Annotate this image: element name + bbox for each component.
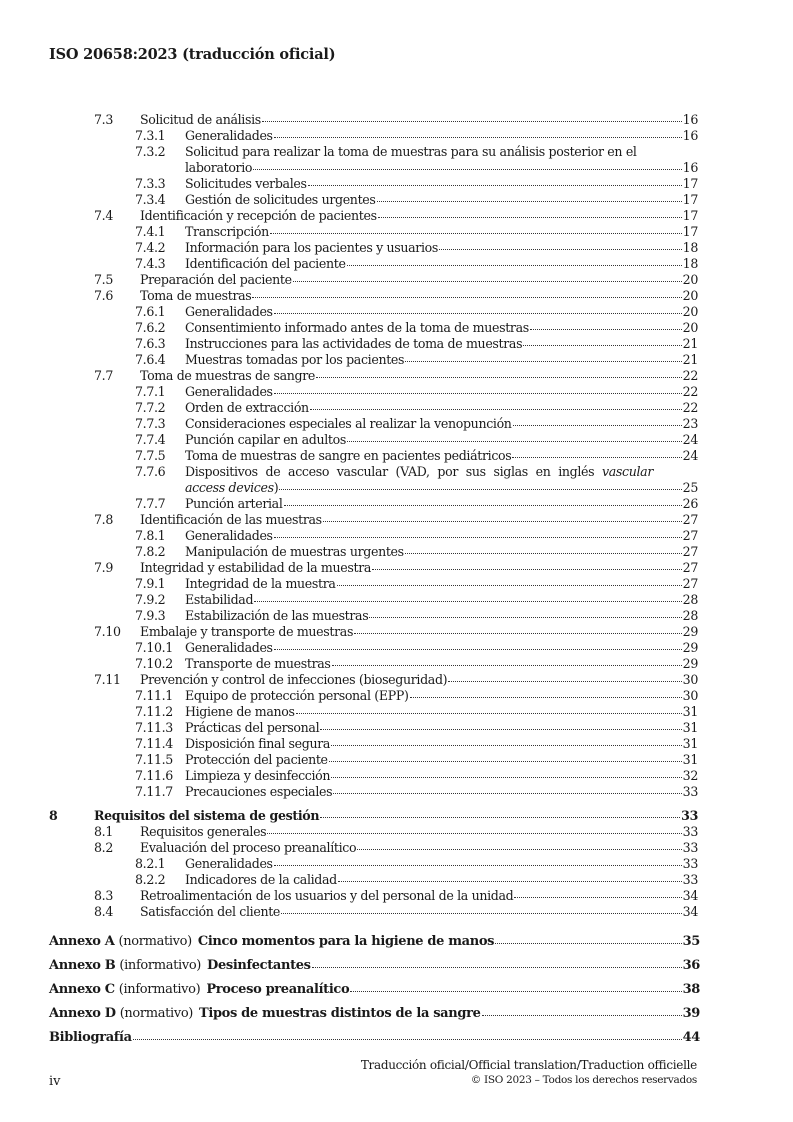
dot-leader (514, 897, 681, 898)
toc-entry[interactable] (185, 176, 698, 192)
toc-entry-number: 7.6.2 (135, 320, 166, 335)
toc-entry-page: 27 (682, 528, 698, 543)
dot-leader (482, 1015, 682, 1016)
toc-entry-page: 33 (682, 824, 698, 839)
dot-leader (320, 817, 680, 818)
toc-entry-page: 32 (682, 768, 698, 783)
toc-entry-page: 20 (682, 320, 698, 335)
dot-leader (354, 633, 682, 634)
toc-title-word: de (265, 464, 281, 479)
dot-leader (312, 967, 682, 968)
toc-entry-number: 7.11.1 (135, 688, 173, 703)
toc-entry-number: 8 (49, 808, 58, 823)
toc-entry-number: 7.6.3 (135, 336, 166, 351)
dot-leader (310, 409, 682, 410)
toc-entry[interactable] (140, 888, 698, 904)
annex-title: Desinfectantes (207, 958, 311, 973)
annex-kind: (informativo) (118, 982, 201, 997)
toc-entry-page: 31 (682, 752, 698, 767)
toc-entry-title: Indicadores de la calidad (185, 872, 337, 887)
toc-entry[interactable] (140, 112, 698, 128)
toc-entry-title: Consideraciones especiales al realizar la venopunción (185, 416, 512, 431)
toc-title-word: acceso (288, 464, 330, 479)
toc-entry-number: 7.7.3 (135, 416, 166, 431)
dot-leader (357, 849, 681, 850)
toc-entry-title: Solicitudes verbales (185, 176, 307, 191)
toc-entry-page: 30 (682, 672, 698, 687)
toc-entry-title: Satisfacción del cliente (140, 904, 281, 919)
toc-entry-number: 8.4 (94, 904, 113, 919)
toc-entry[interactable] (185, 192, 698, 208)
dot-leader (372, 569, 682, 570)
toc-entry-page: 27 (682, 512, 698, 527)
toc-entry-page: 16 (682, 112, 698, 127)
toc-entry[interactable] (185, 432, 698, 448)
toc-entry[interactable] (185, 336, 698, 352)
dot-leader (405, 553, 682, 554)
toc-entry-title: Prácticas del personal (185, 720, 320, 735)
toc-entry-title: Instrucciones para las actividades de toma de muestras (185, 336, 523, 351)
annex-page: 39 (682, 1006, 700, 1021)
dot-leader (439, 249, 682, 250)
footer-copyright: © ISO 2023 – Todos los derechos reservados (470, 1074, 697, 1086)
toc-entry-number: 7.10.2 (135, 656, 173, 671)
toc-entry[interactable] (185, 304, 698, 320)
dot-leader (274, 393, 682, 394)
dot-leader (284, 505, 682, 506)
toc-entry[interactable] (185, 592, 698, 608)
toc-entry-page: 33 (682, 784, 698, 799)
toc-entry-title: Integridad de la muestra (185, 576, 336, 591)
toc-entry-page: 22 (682, 384, 698, 399)
toc-entry-page: 18 (682, 240, 698, 255)
toc-entry-continuation[interactable] (185, 160, 698, 176)
annex-entry[interactable] (49, 1006, 700, 1022)
toc-entry-number: 7.11.7 (135, 784, 173, 799)
toc-entry-title: Transcripción (185, 224, 269, 239)
annex-title: Tipos de muestras distintos de la sangre (199, 1006, 481, 1021)
toc-entry-number: 7.3.2 (135, 144, 166, 159)
dot-leader (274, 537, 682, 538)
toc-entry-title: Requisitos del sistema de gestión (94, 808, 320, 823)
dot-leader (279, 489, 681, 490)
bibliography-entry[interactable] (49, 1030, 700, 1046)
toc-entry-number: 8.1 (94, 824, 113, 839)
toc-entry-title-cont: access devices) (185, 480, 279, 495)
dot-leader (378, 217, 682, 218)
toc-entry-title: Punción capilar en adultos (185, 432, 346, 447)
toc-entry-number: 8.2.1 (135, 856, 166, 871)
toc-entry-title-cont: laboratorio (185, 160, 253, 175)
toc-entry-page: 23 (682, 416, 698, 431)
toc-entry-page: 28 (682, 608, 698, 623)
toc-entry-number: 7.7.1 (135, 384, 166, 399)
toc-title-word: siglas (493, 464, 528, 479)
toc-entry-page: 17 (682, 208, 698, 223)
toc-entry[interactable] (185, 720, 698, 736)
dot-leader (405, 361, 682, 362)
toc-entry-page: 33 (682, 872, 698, 887)
toc-entry-number: 7.4.2 (135, 240, 166, 255)
toc-entry[interactable] (185, 608, 698, 624)
toc-entry-number: 7.9.3 (135, 608, 166, 623)
toc-entry-title: Gestión de solicitudes urgentes (185, 192, 376, 207)
toc-entry[interactable] (185, 768, 698, 784)
annex-entry[interactable] (49, 934, 700, 950)
bibliography-page: 44 (682, 1030, 700, 1045)
toc-entry[interactable] (185, 256, 698, 272)
dot-leader (338, 881, 682, 882)
toc-entry[interactable] (185, 448, 698, 464)
dot-leader (333, 793, 681, 794)
toc-entry[interactable] (140, 512, 698, 528)
toc-entry-title: Muestras tomadas por los pacientes (185, 352, 405, 367)
toc-entry-number: 7.4 (94, 208, 113, 223)
toc-entry-page: 20 (682, 288, 698, 303)
toc-entry-title[interactable]: Solicitud para realizar la toma de muestras para su análisis posterior en el (185, 144, 637, 159)
toc-entry-number: 7.7.4 (135, 432, 166, 447)
dot-leader (320, 729, 681, 730)
toc-entry-title: Toma de muestras (140, 288, 252, 303)
toc-entry-page: 16 (682, 160, 698, 175)
toc-entry[interactable] (140, 288, 698, 304)
toc-entry-page: 22 (682, 368, 698, 383)
toc-title-word: vascular (336, 464, 388, 479)
toc-entry[interactable] (185, 856, 698, 872)
dot-leader (513, 425, 682, 426)
toc-entry[interactable] (185, 416, 698, 432)
toc-entry-title: Estabilidad (185, 592, 254, 607)
toc-entry-number: 7.4.3 (135, 256, 166, 271)
dot-leader (337, 585, 682, 586)
toc-entry-number: 7.7.7 (135, 496, 166, 511)
dot-leader (329, 761, 682, 762)
toc-entry-title: Generalidades (185, 304, 273, 319)
dot-leader (270, 233, 682, 234)
toc-entry-page: 20 (682, 272, 698, 287)
toc-entry-page: 17 (682, 224, 698, 239)
toc-entry-number: 7.6.4 (135, 352, 166, 367)
toc-entry-title: Punción arterial (185, 496, 283, 511)
toc-entry-title: Retroalimentación de los usuarios y del personal de la unidad (140, 888, 514, 903)
toc-entry-number: 8.2.2 (135, 872, 166, 887)
toc-entry-page: 16 (682, 128, 698, 143)
toc-entry-page: 27 (682, 544, 698, 559)
dot-leader (267, 833, 681, 834)
toc-title-word: vascular (601, 464, 653, 479)
dot-leader (369, 617, 681, 618)
toc-entry-number: 7.10 (94, 624, 121, 639)
toc-entry-number: 7.11 (94, 672, 121, 687)
toc-entry[interactable] (140, 560, 698, 576)
toc-entry[interactable] (185, 528, 698, 544)
toc-entry-page: 29 (682, 624, 698, 639)
dot-leader (495, 943, 681, 944)
toc-entry-page: 24 (682, 432, 698, 447)
annex-entry[interactable] (49, 982, 700, 998)
dot-leader (274, 137, 682, 138)
toc-title-word: inglés (558, 464, 595, 479)
toc-entry[interactable] (140, 624, 698, 640)
toc-entry-number: 7.8.1 (135, 528, 166, 543)
toc-entry-page: 31 (682, 704, 698, 719)
toc-entry-page: 26 (682, 496, 698, 511)
toc-title-word: (VAD, (395, 464, 430, 479)
toc-title-word: sus (465, 464, 486, 479)
toc-entry-number: 8.3 (94, 888, 113, 903)
toc-entry-number: 7.3.1 (135, 128, 166, 143)
annex-kind: (normativo) (118, 934, 192, 949)
annex-label: Annexo C (49, 982, 115, 997)
toc-entry-number: 7.11.2 (135, 704, 173, 719)
toc-entry-number: 7.10.1 (135, 640, 173, 655)
dot-leader (347, 265, 682, 266)
dot-leader (262, 121, 682, 122)
toc-entry-title: Equipo de protección personal (EPP) (185, 688, 409, 703)
dot-leader (293, 281, 682, 282)
toc-entry-title: Solicitud de análisis (140, 112, 261, 127)
toc-entry-number: 7.11.6 (135, 768, 173, 783)
annex-page: 38 (682, 982, 700, 997)
toc-entry-page: 17 (682, 192, 698, 207)
toc-entry-page: 18 (682, 256, 698, 271)
toc-entry-title: Generalidades (185, 640, 273, 655)
toc-entry-page: 31 (682, 720, 698, 735)
toc-entry-number: 7.6 (94, 288, 113, 303)
toc-entry-title: Manipulación de muestras urgentes (185, 544, 404, 559)
dot-leader (350, 991, 681, 992)
dot-leader (254, 601, 682, 602)
annex-kind: (informativo) (119, 958, 202, 973)
toc-entry-number: 7.9.1 (135, 576, 166, 591)
toc-entry-title: Toma de muestras de sangre (140, 368, 316, 383)
toc-entry-title: Evaluación del proceso preanalítico (140, 840, 357, 855)
toc-entry-title: Generalidades (185, 856, 273, 871)
toc-entry-title: Identificación de las muestras (140, 512, 322, 527)
annex-page: 35 (682, 934, 700, 949)
dot-leader (308, 185, 682, 186)
toc-entry[interactable] (140, 672, 698, 688)
toc-title-word: en (535, 464, 551, 479)
toc-entry[interactable] (185, 224, 698, 240)
dot-leader (274, 649, 682, 650)
toc-entry-number: 7.8.2 (135, 544, 166, 559)
annex-title: Proceso preanalítico (206, 982, 350, 997)
toc-entry-page: 22 (682, 400, 698, 415)
dot-leader (296, 713, 682, 714)
toc-entry-title[interactable] (185, 464, 653, 480)
toc-entry[interactable] (185, 736, 698, 752)
toc-entry-page: 34 (682, 904, 698, 919)
toc-entry[interactable] (140, 840, 698, 856)
toc-entry-number: 7.11.3 (135, 720, 173, 735)
toc-entry-page: 29 (682, 656, 698, 671)
toc-entry-number: 7.11.4 (135, 736, 173, 751)
toc-entry-page: 21 (682, 336, 698, 351)
toc-entry-number: 7.9.2 (135, 592, 166, 607)
toc-entry-page: 28 (682, 592, 698, 607)
toc-entry-page: 20 (682, 304, 698, 319)
toc-entry[interactable] (185, 320, 698, 336)
toc-entry-number: 7.7.5 (135, 448, 166, 463)
dot-leader (523, 345, 681, 346)
toc-entry[interactable] (185, 128, 698, 144)
toc-entry-number: 8.2 (94, 840, 113, 855)
annex-label: Annexo B (49, 958, 116, 973)
toc-entry-page: 25 (682, 480, 698, 495)
toc-entry[interactable] (185, 752, 698, 768)
toc-entry-number: 7.8 (94, 512, 113, 527)
toc-entry-title: Transporte de muestras (185, 656, 331, 671)
dot-leader (331, 777, 682, 778)
toc-entry-title: Prevención y control de infecciones (bioseguridad) (140, 672, 448, 687)
toc-entry-title: Requisitos generales (140, 824, 267, 839)
toc-entry-title: Consentimiento informado antes de la toma de muestras (185, 320, 529, 335)
toc-entry-page: 30 (682, 688, 698, 703)
toc-entry-continuation[interactable] (185, 480, 698, 496)
toc-entry-title: Orden de extracción (185, 400, 309, 415)
toc-entry[interactable] (140, 208, 698, 224)
toc-entry-page: 27 (682, 560, 698, 575)
toc-entry-number: 7.6.1 (135, 304, 166, 319)
toc-entry[interactable] (140, 824, 698, 840)
dot-leader (133, 1039, 682, 1040)
toc-entry-title: Identificación y recepción de pacientes (140, 208, 377, 223)
toc-title-word: por (437, 464, 459, 479)
toc-entry-title: Generalidades (185, 384, 273, 399)
toc-entry[interactable] (185, 544, 698, 560)
toc-entry-title: Protección del paciente (185, 752, 328, 767)
document-header: ISO 20658:2023 (traducción oficial) (49, 46, 336, 63)
toc-entry[interactable] (185, 784, 698, 800)
dot-leader (530, 329, 682, 330)
toc-entry[interactable] (185, 384, 698, 400)
toc-entry-number: 7.7 (94, 368, 113, 383)
toc-entry-page: 34 (682, 888, 698, 903)
toc-entry[interactable] (94, 808, 698, 824)
dot-leader (274, 313, 682, 314)
footer-translation: Traducción oficial/Official translation/Traduction officielle (360, 1058, 697, 1072)
toc-entry-number: 7.3.3 (135, 176, 166, 191)
toc-entry-title: Estabilización de las muestras (185, 608, 369, 623)
toc-entry[interactable] (185, 872, 698, 888)
toc-entry-page: 29 (682, 640, 698, 655)
toc-entry-title: Precauciones especiales (185, 784, 333, 799)
toc-title-word: Dispositivos (185, 464, 258, 479)
toc-entry-page: 31 (682, 736, 698, 751)
toc-entry[interactable] (185, 352, 698, 368)
toc-entry-title: Integridad y estabilidad de la muestra (140, 560, 372, 575)
toc-entry-title: Limpieza y desinfección (185, 768, 331, 783)
annex-title: Cinco momentos para la higiene de manos (197, 934, 495, 949)
annex-label: Annexo A (49, 934, 115, 949)
toc-entry-page: 33 (681, 808, 698, 823)
toc-entry-page: 33 (682, 856, 698, 871)
dot-leader (347, 441, 682, 442)
dot-leader (377, 201, 682, 202)
page-number: iv (49, 1074, 61, 1089)
annex-entry[interactable] (49, 958, 700, 974)
toc-entry-title: Disposición final segura (185, 736, 331, 751)
dot-leader (323, 521, 682, 522)
toc-entry-number: 7.7.6 (135, 464, 166, 479)
toc-entry-number: 7.3 (94, 112, 113, 127)
annex-page: 36 (682, 958, 700, 973)
toc-entry[interactable] (185, 240, 698, 256)
toc-entry-title: Generalidades (185, 528, 273, 543)
footer-rights (361, 1058, 697, 1088)
dot-leader (512, 457, 681, 458)
toc-entry[interactable] (185, 576, 698, 592)
toc-entry-title: Embalaje y transporte de muestras (140, 624, 354, 639)
toc-entry-page: 33 (682, 840, 698, 855)
toc-entry-title: Toma de muestras de sangre en pacientes pediátricos (185, 448, 512, 463)
dot-leader (316, 377, 682, 378)
toc-entry[interactable] (185, 656, 698, 672)
toc-entry[interactable] (185, 400, 698, 416)
dot-leader (448, 681, 681, 682)
toc-entry[interactable] (185, 688, 698, 704)
annex-label: Annexo D (49, 1006, 116, 1021)
bibliography-title: Bibliografía (49, 1030, 132, 1045)
toc-entry[interactable] (185, 704, 698, 720)
toc-entry-title: Generalidades (185, 128, 273, 143)
toc-entry-title: Preparación del paciente (140, 272, 292, 287)
toc-title-italic: access devices (185, 480, 274, 495)
toc-entry[interactable] (185, 640, 698, 656)
toc-entry[interactable] (185, 496, 698, 512)
toc-entry[interactable] (140, 904, 698, 920)
dot-leader (252, 297, 681, 298)
dot-leader (331, 745, 682, 746)
toc-entry-page: 21 (682, 352, 698, 367)
dot-leader (281, 913, 682, 914)
dot-leader (253, 169, 682, 170)
toc-entry-page: 27 (682, 576, 698, 591)
toc-entry[interactable] (140, 272, 698, 288)
toc-entry-title: Información para los pacientes y usuarios (185, 240, 439, 255)
toc-entry-page: 24 (682, 448, 698, 463)
toc-entry-title: Higiene de manos (185, 704, 295, 719)
dot-leader (410, 697, 682, 698)
dot-leader (274, 865, 682, 866)
toc-entry-number: 7.5 (94, 272, 113, 287)
toc-entry-number: 7.7.2 (135, 400, 166, 415)
annex-kind: (normativo) (119, 1006, 194, 1021)
toc-entry-number: 7.9 (94, 560, 113, 575)
toc-entry-number: 7.11.5 (135, 752, 173, 767)
toc-entry-number: 7.4.1 (135, 224, 166, 239)
toc-entry-title: Identificación del paciente (185, 256, 346, 271)
toc-entry[interactable] (140, 368, 698, 384)
toc-entry-page: 17 (682, 176, 698, 191)
toc-entry-number: 7.3.4 (135, 192, 166, 207)
dot-leader (332, 665, 682, 666)
